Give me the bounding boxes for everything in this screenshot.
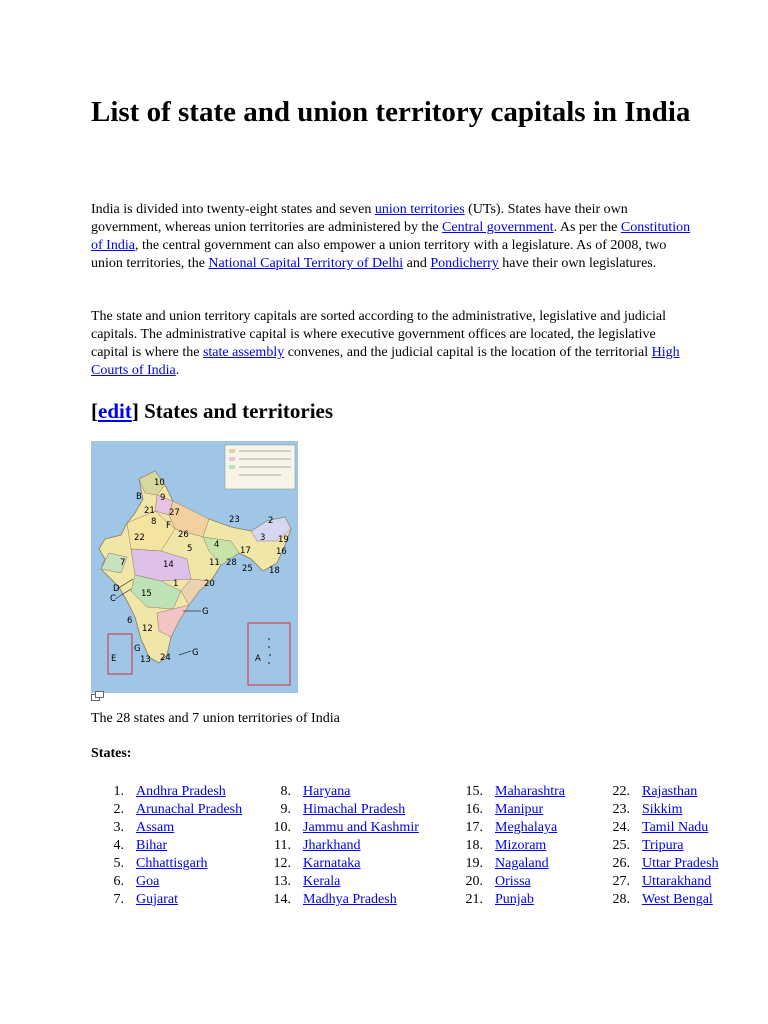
intro-text: and: [403, 256, 431, 271]
state-link[interactable]: Chhattisgarh: [136, 856, 208, 871]
state-number: 1.: [113, 784, 124, 799]
section-heading-text: States and territories: [138, 399, 334, 423]
map-label: 5: [187, 544, 193, 554]
state-link[interactable]: Tamil Nadu: [642, 820, 709, 835]
map-label: 13: [140, 655, 151, 665]
list-item: [266, 819, 419, 837]
capitals-text: The state and union territory capitals are sorted according to the administrative, legislative and judicial capitals. The administrative capital is where executive government offices are located, the legislative capital is where the: [91, 309, 666, 360]
map-label: 14: [163, 560, 174, 570]
state-link[interactable]: Uttarakhand: [642, 874, 712, 889]
map-label: 9: [160, 493, 166, 503]
states-label: States:: [91, 746, 132, 761]
state-link[interactable]: Karnataka: [303, 856, 361, 871]
list-item: [605, 801, 719, 819]
india-map-image[interactable]: [91, 441, 298, 693]
state-link[interactable]: Nagaland: [495, 856, 549, 871]
map-label: G: [192, 648, 199, 658]
map-label: E: [111, 654, 117, 664]
state-link[interactable]: Jharkhand: [303, 838, 361, 853]
state-link[interactable]: Kerala: [303, 874, 341, 889]
state-link[interactable]: Jammu and Kashmir: [303, 820, 419, 835]
list-item: [605, 819, 719, 837]
list-item: [605, 783, 719, 801]
edit-link[interactable]: edit: [98, 399, 132, 423]
state-link[interactable]: Sikkim: [642, 802, 683, 817]
map-label: 19: [278, 535, 289, 545]
map-label: 22: [134, 533, 145, 543]
state-number: 18.: [465, 838, 483, 853]
map-label: 23: [229, 515, 240, 525]
list-item: [99, 855, 242, 873]
map-label: 18: [269, 566, 280, 576]
state-link[interactable]: Bihar: [136, 838, 168, 853]
link-high-courts[interactable]: High Courts of India: [91, 345, 680, 378]
list-item: [266, 837, 419, 855]
section-heading: [91, 397, 333, 425]
state-link[interactable]: Manipur: [495, 802, 544, 817]
map-label: 15: [141, 589, 152, 599]
edit-bracket: [: [91, 399, 98, 423]
map-label: 27: [169, 508, 180, 518]
intro-text: . As per the: [553, 220, 621, 235]
list-item: [266, 801, 419, 819]
state-link[interactable]: Goa: [136, 874, 160, 889]
state-number: 10.: [273, 820, 291, 835]
map-label: 2: [268, 516, 274, 526]
map-label: G: [134, 644, 141, 654]
list-item: [99, 819, 242, 837]
map-label: B: [136, 492, 142, 502]
link-delhi[interactable]: National Capital Territory of Delhi: [208, 256, 404, 271]
map-label: 17: [240, 546, 251, 556]
state-link[interactable]: Mizoram: [495, 838, 547, 853]
state-link[interactable]: Andhra Pradesh: [136, 784, 226, 799]
state-link[interactable]: Meghalaya: [495, 820, 558, 835]
map-label: 21: [144, 506, 155, 516]
state-number: 3.: [113, 820, 124, 835]
state-number: 20.: [465, 874, 483, 889]
list-item: [99, 837, 242, 855]
capitals-paragraph: [91, 308, 691, 380]
map-label: 3: [260, 533, 266, 543]
state-number: 26.: [612, 856, 630, 871]
state-number: 19.: [465, 856, 483, 871]
state-number: 6.: [113, 874, 124, 889]
state-number: 15.: [465, 784, 483, 799]
list-item: [99, 801, 242, 819]
map-label: 10: [154, 478, 165, 488]
list-item: [99, 783, 242, 801]
enlarge-icon[interactable]: [91, 691, 105, 701]
list-item: [266, 873, 419, 891]
link-state-assembly[interactable]: state assembly: [202, 345, 285, 360]
link-pondicherry[interactable]: Pondicherry: [430, 256, 499, 271]
link-constitution-of-india[interactable]: Constitution of India: [91, 220, 691, 253]
map-caption: The 28 states and 7 union territories of India: [91, 711, 340, 726]
state-number: 7.: [113, 892, 124, 907]
list-item: [458, 837, 565, 855]
list-item: [99, 873, 242, 891]
map-label: 1: [173, 579, 179, 589]
map-label: 12: [142, 624, 153, 634]
map-label: 24: [160, 653, 171, 663]
map-label: 26: [178, 530, 189, 540]
list-item: [266, 891, 419, 909]
map-label: C: [110, 594, 116, 604]
state-number: 2.: [113, 802, 124, 817]
intro-text: (UTs). States have their own government, whereas union territories are administered by the: [91, 202, 628, 235]
state-number: 25.: [612, 838, 630, 853]
state-link[interactable]: Rajasthan: [642, 784, 698, 799]
map-label: 16: [276, 547, 287, 557]
capitals-text: convenes, and the judicial capital is the location of the territorial: [284, 345, 652, 360]
state-link[interactable]: Orissa: [495, 874, 531, 889]
map-label: 28: [226, 558, 237, 568]
intro-paragraph: [91, 201, 691, 273]
state-link[interactable]: Madhya Pradesh: [303, 892, 397, 907]
state-number: 14.: [273, 892, 291, 907]
state-link[interactable]: Gujarat: [136, 892, 178, 907]
state-link[interactable]: Haryana: [303, 784, 351, 799]
state-link[interactable]: Himachal Pradesh: [303, 802, 406, 817]
list-item: [99, 891, 242, 909]
states-column: [266, 783, 419, 909]
state-link[interactable]: West Bengal: [642, 892, 713, 907]
list-item: [458, 801, 565, 819]
state-number: 16.: [465, 802, 483, 817]
list-item: [458, 873, 565, 891]
state-number: 8.: [280, 784, 291, 799]
link-union-territories[interactable]: union territories: [374, 202, 465, 217]
state-link[interactable]: Uttar Pradesh: [642, 856, 719, 871]
intro-text: India is divided into twenty-eight states and seven: [91, 202, 375, 217]
state-link[interactable]: Tripura: [642, 838, 684, 853]
map-label: 20: [204, 579, 215, 589]
state-number: 21.: [465, 892, 483, 907]
state-number: 11.: [274, 838, 291, 853]
state-link[interactable]: Punjab: [495, 892, 534, 907]
list-item: [458, 819, 565, 837]
intro-text: , the central government can also empower a union territory with a legislature. As of 2008, two union territories, the: [91, 238, 667, 271]
edit-bracket: ]: [131, 399, 139, 423]
state-number: 13.: [273, 874, 291, 889]
state-number: 23.: [612, 802, 630, 817]
list-item: [605, 837, 719, 855]
state-number: 17.: [465, 820, 483, 835]
link-central-government[interactable]: Central government: [442, 220, 554, 235]
state-number: 22.: [612, 784, 630, 799]
state-number: 24.: [612, 820, 630, 835]
list-item: [266, 855, 419, 873]
list-item: [458, 855, 565, 873]
list-item: [605, 855, 719, 873]
list-item: [605, 891, 719, 909]
state-number: 9.: [280, 802, 291, 817]
map-label: 11: [209, 558, 220, 568]
states-column: [458, 783, 565, 909]
states-column: [99, 783, 242, 909]
state-number: 27.: [612, 874, 630, 889]
list-item: [458, 891, 565, 909]
page-title: List of state and union territory capitals in India: [91, 96, 691, 128]
state-link[interactable]: Arunachal Pradesh: [136, 802, 243, 817]
capitals-text: .: [175, 363, 180, 378]
state-number: 28.: [612, 892, 630, 907]
list-item: [605, 873, 719, 891]
state-number: 4.: [113, 838, 124, 853]
state-number: 12.: [273, 856, 291, 871]
intro-text: have their own legislatures.: [498, 256, 657, 271]
state-link[interactable]: Assam: [136, 820, 175, 835]
map-label: 8: [151, 517, 157, 527]
map-label: 4: [214, 540, 220, 550]
states-column: [605, 783, 719, 909]
map-label: G: [202, 607, 209, 617]
map-label: 6: [127, 616, 133, 626]
list-item: [266, 783, 419, 801]
map-label: 25: [242, 564, 253, 574]
state-link[interactable]: Maharashtra: [495, 784, 565, 799]
map-label: F: [166, 521, 171, 531]
map-label: D: [113, 584, 120, 594]
map-label: 7: [120, 558, 126, 568]
state-number: 5.: [113, 856, 124, 871]
map-label: A: [255, 654, 261, 664]
list-item: [458, 783, 565, 801]
